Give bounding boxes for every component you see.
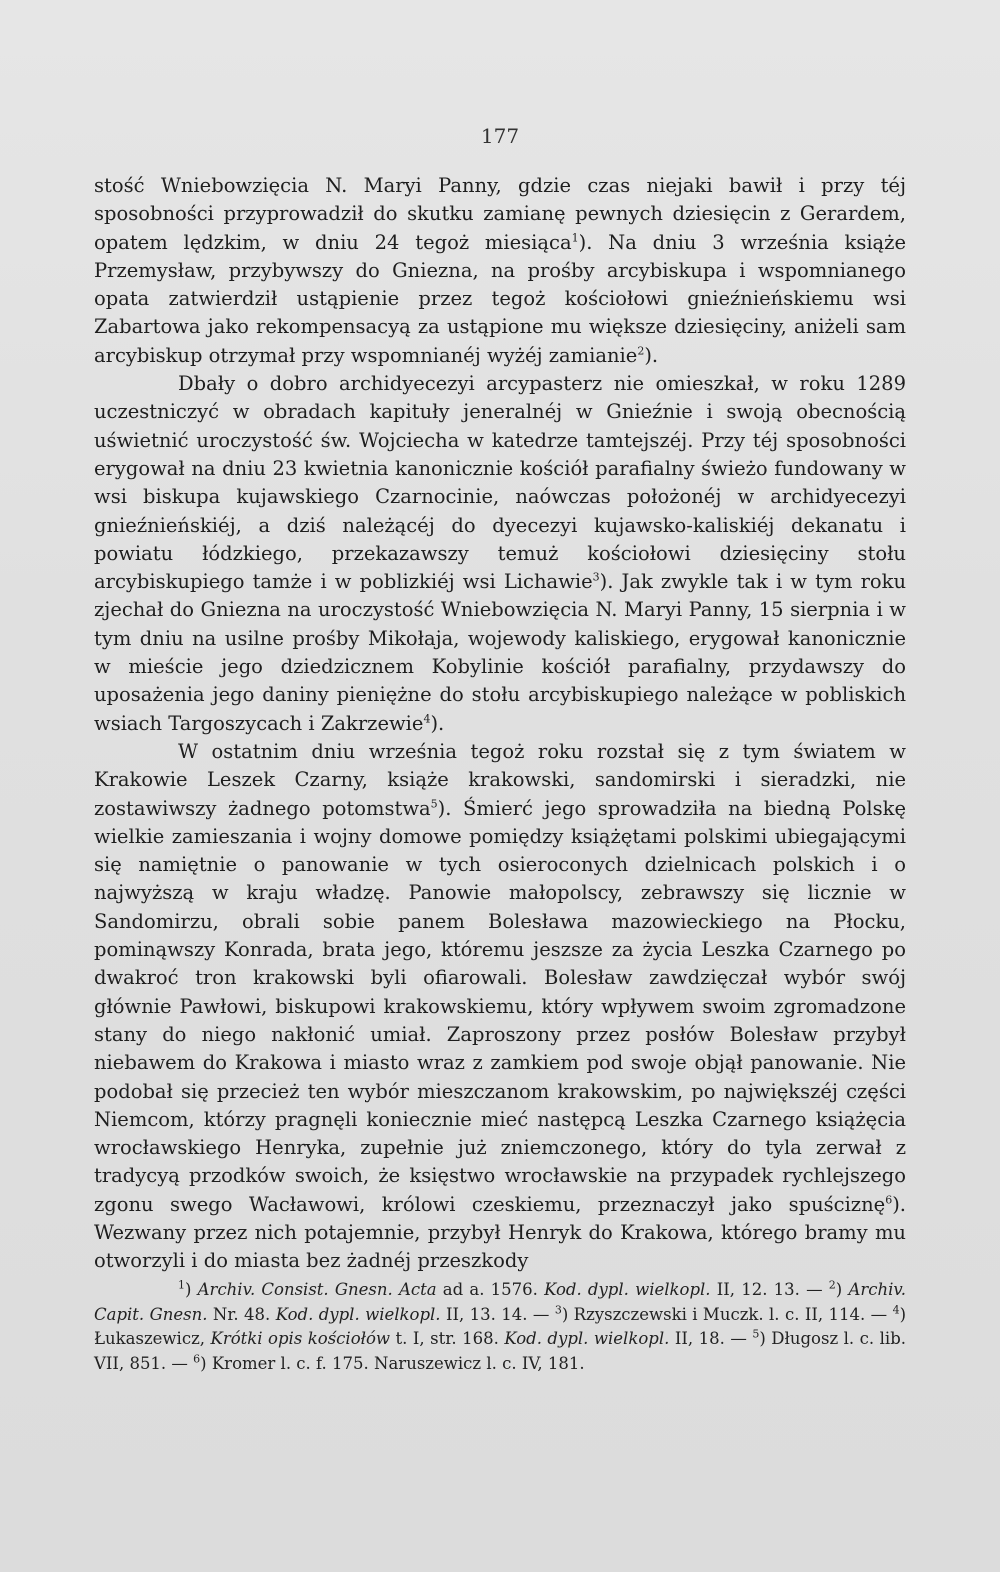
footnote-ref: 2 <box>637 344 645 358</box>
footnote-ref: 5 <box>752 1327 760 1341</box>
footnotes <box>94 1278 906 1376</box>
paragraph <box>94 738 906 1276</box>
citation-title: Kod. dypl. wielkopl. <box>544 1280 711 1299</box>
footnote-ref: 5 <box>430 797 438 811</box>
text-run: ad a. 1576. <box>436 1280 545 1299</box>
text-run: ) Rzyszczewski i Muczk. l. c. II, 114. — <box>561 1304 893 1324</box>
text-run: ). Śmierć jego sprowadziła na biedną Polskę wielkie zamieszania i wojny domowe pomiędzy książętami polskimi ubiegającymi się namiętnie o panowanie w tych osieroconych dzielnicach polskich i o najwyższą w kraju władzę. Panowie małopolscy, zebrawszy się licznie w Sandomirzu, obrali sobie panem Bolesława mazowieckiego na Płocku, pominąwszy Konrada, brata jego, któremu jeszsze za życia Leszka Czarnego po dwakroć tron krakowski byli ofiarowali. Bolesław zawdzięczał wybór swój głównie Pawłowi, biskupowi krakowskiemu, który wpływem swoim zgromadzone stany do niego nakłonić umiał. Zaproszony przez posłów Bolesław przybył niebawem do Krakowa i miasto wraz z zamkiem pod swoje objął panowanie. Nie podobał się przecież ten wybór mieszczanom krakowskim, po największéj części Niemcom, którzy pragnęli koniecznie mieć następcą Leszka Czarnego książęcia wrocławskiego Henryka, zupełnie już zniemczonego, który do tyla zerwał z tradycyą przodków swoich, że księstwo wrocławskie na przypadek rychlejszego zgonu swego Wacławowi, królowi czeskiemu, przeznaczył jako spuściznę <box>94 796 907 1216</box>
footnote-ref: 2 <box>828 1278 836 1292</box>
footnote-ref: 3 <box>592 570 600 584</box>
text-run: stość Wniebowzięcia N. Maryi Panny, gdzie czas niejaki bawił i przy téj sposobności przyprowadził do skutku zamianę pewnych dziesięcin z Gerardem, opatem lędzkim, w dniu 24 tegoż miesiąca <box>94 174 906 254</box>
citation-title: Kod. dypl. wielkopl. <box>275 1304 441 1324</box>
citation-title: Archiv. Capit. Gnesn. <box>94 1280 906 1324</box>
text-run: ) Łukaszewicz, <box>94 1304 906 1348</box>
text-run: ). Wezwany przez nich potajemnie, przybył Henryk do Krakowa, którego bramy mu otworzyli i do miasta bez żadnéj przeszkody <box>94 1192 906 1273</box>
text-run: II, 18. — <box>669 1329 753 1348</box>
footnote-block <box>94 1278 906 1376</box>
text-run: ) <box>185 1280 198 1299</box>
text-run: II, 12. 13. — <box>710 1280 829 1299</box>
footnote-ref: 4 <box>423 712 431 726</box>
paragraph <box>94 370 906 738</box>
main-text <box>94 172 906 1276</box>
text-run: ) Długosz l. c. lib. VII, 851. — <box>94 1329 906 1373</box>
text-run: ) Kromer l. c. f. 175. Naruszewicz l. c. IV, 181. <box>200 1353 585 1373</box>
footnote-ref: 6 <box>193 1352 201 1365</box>
citation-title: Archiv. Consist. Gnesn. Acta <box>197 1280 437 1299</box>
text-run: W ostatnim dniu września tegoż roku rozstał się z tym światem w Krakowie Leszek Czarny, książe krakowski, sandomirski i sieradzki, nie zostawiwszy żadnego potomstwa <box>94 739 906 820</box>
footnote-ref: 1 <box>571 231 579 245</box>
text-run: ). Na dniu 3 września książe Przemysław, przybywszy do Gniezna, na prośby arcybiskupa i wspomnianego opata zatwierdził ustąpienie przez tegoż kościołowi gnieźnieńskiemu wsi Zabartowa jako rekompensacyą za ustąpione mu większe dziesięciny, aniżeli sam arcybiskup otrzymał przy wspomnianéj wyżéj zamianie <box>94 230 906 367</box>
footnote-ref: 3 <box>554 1303 562 1316</box>
text-run: ). <box>644 343 659 367</box>
text-run: t. I, str. 168. <box>390 1329 505 1348</box>
paragraph <box>94 172 906 370</box>
text-run: ). <box>430 711 445 735</box>
text-run: Nr. 48. <box>207 1304 276 1324</box>
text-run: II, 13. 14. — <box>440 1304 555 1324</box>
footnote-ref: 4 <box>892 1303 900 1316</box>
text-run: Dbały o dobro archidyecezyi arcypasterz nie omieszkał, w roku 1289 uczestniczyć w obradach kapituły jeneralnéj w Gnieźnie i swoją obecnością uświetnić uroczystość św. Wojciecha w katedrze tamtejszéj. Przy téj sposobności erygował na dniu 23 kwietnia kanonicznie kościół parafialny świeżo fundowany w wsi biskupa kujawskiego Czarnocinie, naówczas położonéj w archidyecezyi gnieźnieńskiéj, a dziś należącéj do dyecezyi kujawsko-kaliskiéj dekanatu i powiatu łódzkiego, przekazawszy temuż kościołowi dziesięciny stołu arcybiskupiego tamże i w poblizkiéj wsi Lichawie <box>94 372 906 594</box>
citation-title: Krótki opis kościołów <box>210 1329 391 1348</box>
footnote-ref: 1 <box>178 1278 185 1292</box>
text-run: ). Jak zwykle tak i w tym roku zjechał do Gniezna na uroczystość Wniebowzięcia N. Maryi Panny, 15 sierpnia i w tym dniu na usilne prośby Mikołaja, wojewody kaliskiego, erygował kanonicznie w mieście jego dziedzicznem Kobylinie kościół parafialny, przydawszy do uposażenia jego daniny pieniężne do stołu arcybiskupiego należące w pobliskich wsiach Targoszycach i Zakrzewie <box>94 570 907 735</box>
citation-title: Kod. dypl. wielkopl. <box>504 1329 670 1348</box>
page-number: 177 <box>480 124 520 148</box>
footnote-ref: 6 <box>885 1193 893 1207</box>
text-run: ) <box>835 1280 849 1299</box>
